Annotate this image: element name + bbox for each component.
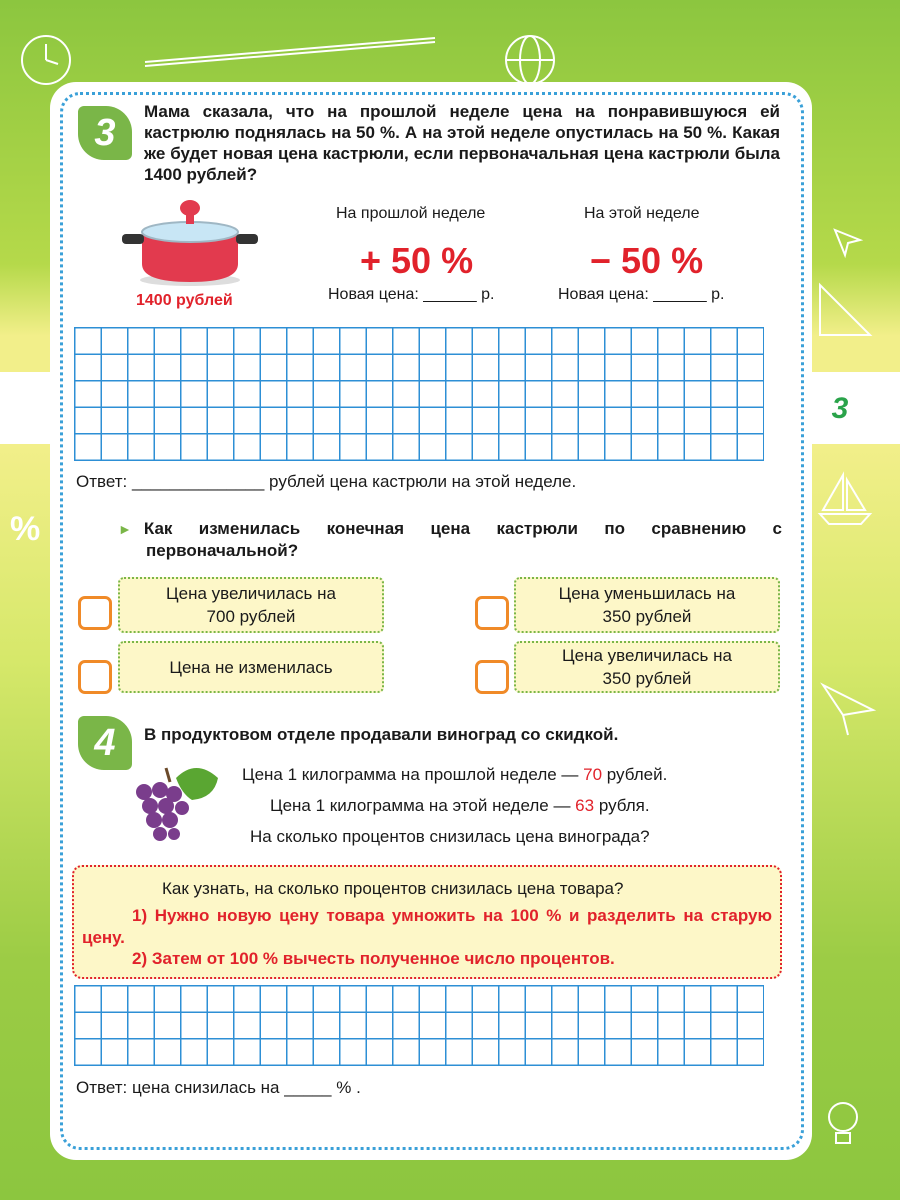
option-2-text: Цена уменьшилась на 350 рублей	[558, 584, 736, 626]
last-week-new-price: Новая цена: ______ р.	[328, 286, 495, 303]
percent-doodle-icon: %	[10, 510, 41, 548]
option-2[interactable]	[514, 577, 780, 633]
option-checkbox-2[interactable]	[475, 596, 509, 630]
lightbulb-icon	[818, 1095, 868, 1155]
task4-calc-grid[interactable]	[74, 985, 764, 1066]
grapes-icon	[126, 758, 222, 850]
task3-calc-grid[interactable]	[74, 327, 764, 461]
this-week-label: На этой неделе	[584, 205, 700, 222]
task4-line-1: Цена 1 килограмма на прошлой неделе — 70 рублей.	[242, 765, 668, 784]
task3-answer-line[interactable]: Ответ: ______________ рублей цена кастрюли на этой неделе.	[76, 472, 577, 491]
question-marker-icon: ►	[118, 521, 132, 537]
option-checkbox-1[interactable]	[78, 596, 112, 630]
hint-box	[72, 865, 782, 979]
this-week-change: − 50 %	[590, 240, 704, 281]
option-4[interactable]	[514, 641, 780, 693]
hint-step-1: 1) Нужно новую цену товара умножить на 100 % и разделить на старую цену.	[82, 906, 772, 947]
old-price-value: 70	[583, 765, 603, 784]
last-week-change: + 50 %	[360, 240, 474, 281]
triangle-ruler-icon	[815, 280, 875, 340]
task3-text: Мама сказала, что на прошлой неделе цена на понравившуюся ей кастрюлю поднялась на 50 %. А на этой неделе опустилась на 50 %. Какая же будет новая цена кастрюли, если первоначальная цена кастрюли была 1400 рублей?	[144, 102, 780, 184]
ruler-doodle-icon	[140, 30, 440, 70]
clock-doodle-icon	[16, 30, 76, 90]
boat-doodle-icon	[815, 470, 875, 530]
hint-step-2: 2) Затем от 100 % вычесть полученное число процентов.	[132, 949, 615, 968]
task3-question	[118, 518, 782, 561]
task4-line-3: На сколько процентов снизилась цена винограда?	[250, 827, 650, 846]
cursor-doodle-icon	[830, 225, 870, 265]
option-1-text: Цена увеличилась на 700 рублей	[166, 584, 336, 626]
pot-price: 1400 рублей	[136, 292, 233, 309]
task4-answer-line[interactable]: Ответ: цена снизилась на _____ % .	[76, 1078, 361, 1097]
option-checkbox-4[interactable]	[475, 660, 509, 694]
hint-title: Как узнать, на сколько процентов снизилась цена товара?	[162, 879, 624, 898]
task-number-4: 4	[78, 716, 132, 770]
this-week-new-price: Новая цена: ______ р.	[558, 286, 725, 303]
last-week-label: На прошлой неделе	[336, 205, 486, 222]
option-1[interactable]	[118, 577, 384, 633]
new-price-value: 63	[575, 796, 595, 815]
globe-icon	[500, 30, 560, 90]
option-3[interactable]	[118, 641, 384, 693]
page-number: 3	[831, 392, 849, 425]
option-checkbox-3[interactable]	[78, 660, 112, 694]
pot-icon	[120, 192, 260, 288]
question-text: Как изменилась конечная цена кастрюли по сравнению с первоначальной?	[143, 519, 782, 560]
task-number-3: 3	[78, 106, 132, 160]
paper-plane-icon	[818, 680, 878, 740]
task4-line-2: Цена 1 килограмма на этой неделе — 63 рубля.	[270, 796, 650, 815]
option-3-text: Цена не изменилась	[169, 657, 333, 677]
task4-text: В продуктовом отделе продавали виноград со скидкой.	[144, 725, 619, 744]
option-4-text: Цена увеличилась на 350 рублей	[562, 646, 732, 688]
